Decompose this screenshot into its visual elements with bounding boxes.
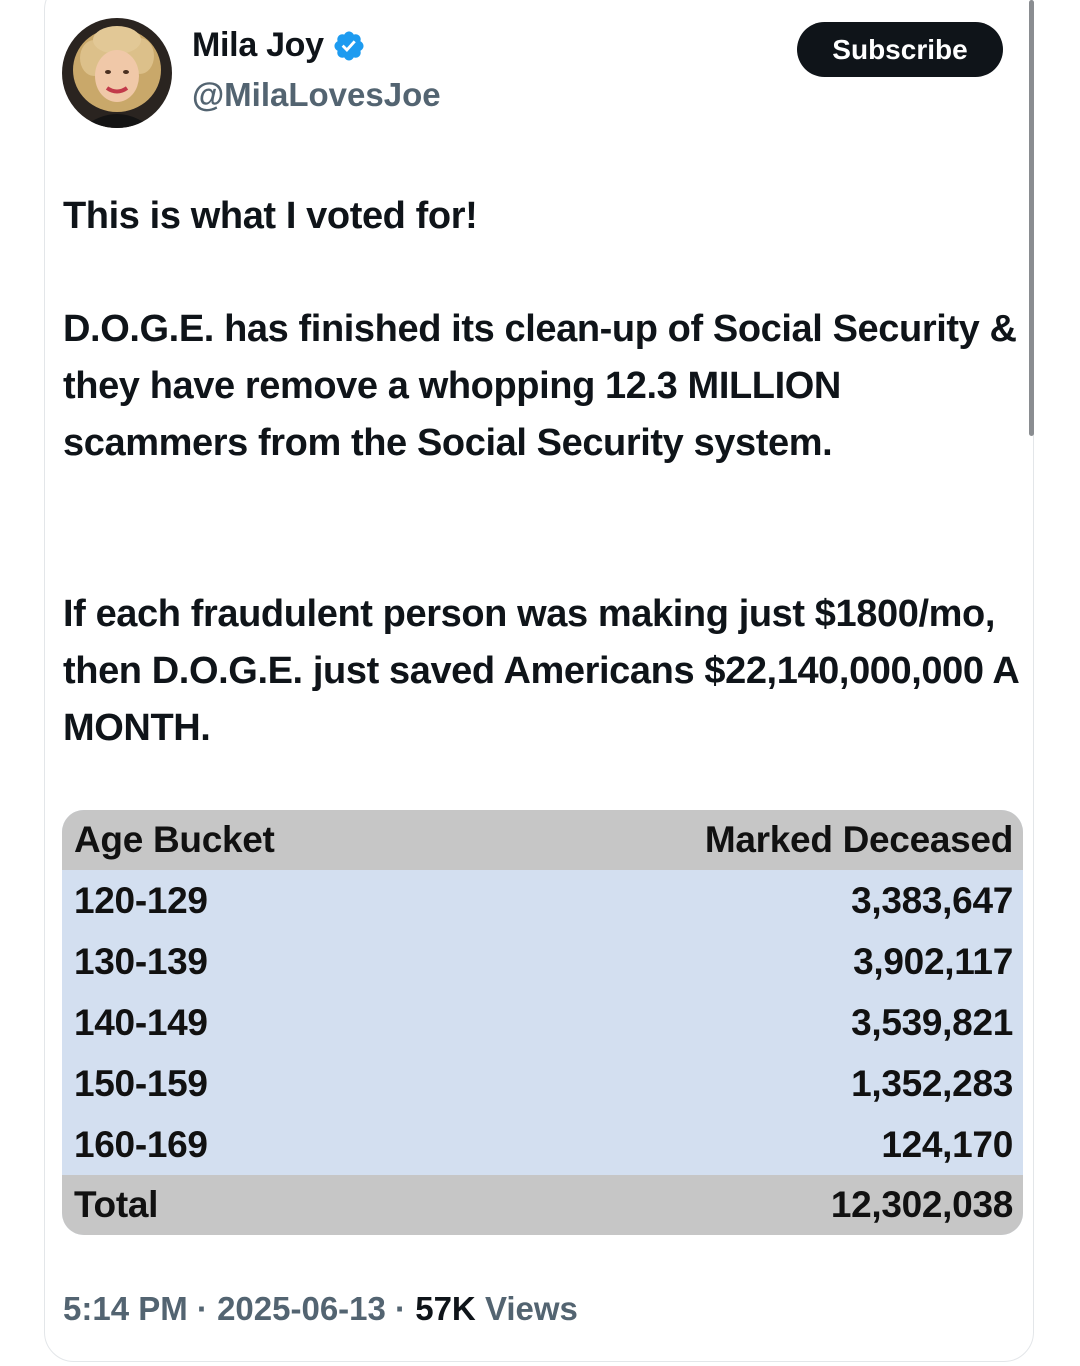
subscribe-button[interactable]: Subscribe [797, 22, 1003, 77]
post-text-paragraph-2: D.O.G.E. has finished its clean-up of Social Security & they have remove a whopping 12.3 MILLION scammers from the Social Security system. [63, 308, 1017, 464]
post-meta [63, 1290, 578, 1328]
table-total-row [62, 1175, 1023, 1235]
meta-separator: · [196, 1290, 208, 1327]
table-cell-count: 124,170 [881, 1123, 1013, 1165]
post-date[interactable]: 2025-06-13 [217, 1290, 386, 1327]
avatar[interactable] [62, 18, 172, 128]
table-header-row [62, 810, 1023, 870]
table-cell-bucket: 160-169 [74, 1123, 208, 1165]
table-row [62, 1114, 1023, 1175]
table-row [62, 992, 1023, 1053]
table-cell-count: 1,352,283 [851, 1062, 1013, 1104]
table-row [62, 1053, 1023, 1114]
table-cell-bucket: 140-149 [74, 1001, 208, 1043]
profile-photo [62, 18, 172, 128]
table-header-marked-deceased: Marked Deceased [704, 819, 1013, 860]
views-label: Views [484, 1290, 578, 1327]
table-cell-count: 3,902,117 [853, 940, 1013, 982]
table-row [62, 870, 1023, 931]
views-count[interactable]: 57K [415, 1290, 476, 1327]
author-name-row[interactable] [192, 26, 366, 65]
table-row [62, 931, 1023, 992]
author-name[interactable]: Mila Joy [192, 26, 324, 64]
table-total-label: Total [74, 1184, 159, 1225]
post-text-paragraph-3: If each fraudulent person was making just $1800/mo, then D.O.G.E. just saved Americans $22,140,000,000 A MONTH. [63, 593, 1019, 749]
attached-data-table[interactable] [62, 810, 1023, 1235]
table-cell-bucket: 120-129 [74, 879, 208, 921]
table-header-age-bucket: Age Bucket [74, 819, 275, 860]
post-text-paragraph-1: This is what I voted for! [63, 195, 478, 237]
table-total-value: 12,302,038 [830, 1184, 1013, 1225]
verified-badge-icon [332, 29, 366, 63]
post-time[interactable]: 5:14 PM [63, 1290, 188, 1327]
table-cell-bucket: 130-139 [74, 940, 208, 982]
table-cell-count: 3,539,821 [851, 1001, 1013, 1043]
scrollbar[interactable] [1029, 0, 1034, 436]
table-cell-bucket: 150-159 [74, 1062, 208, 1104]
meta-separator: · [395, 1290, 407, 1327]
author-handle[interactable]: @MilaLovesJoe [192, 76, 441, 113]
table-cell-count: 3,383,647 [851, 879, 1013, 921]
